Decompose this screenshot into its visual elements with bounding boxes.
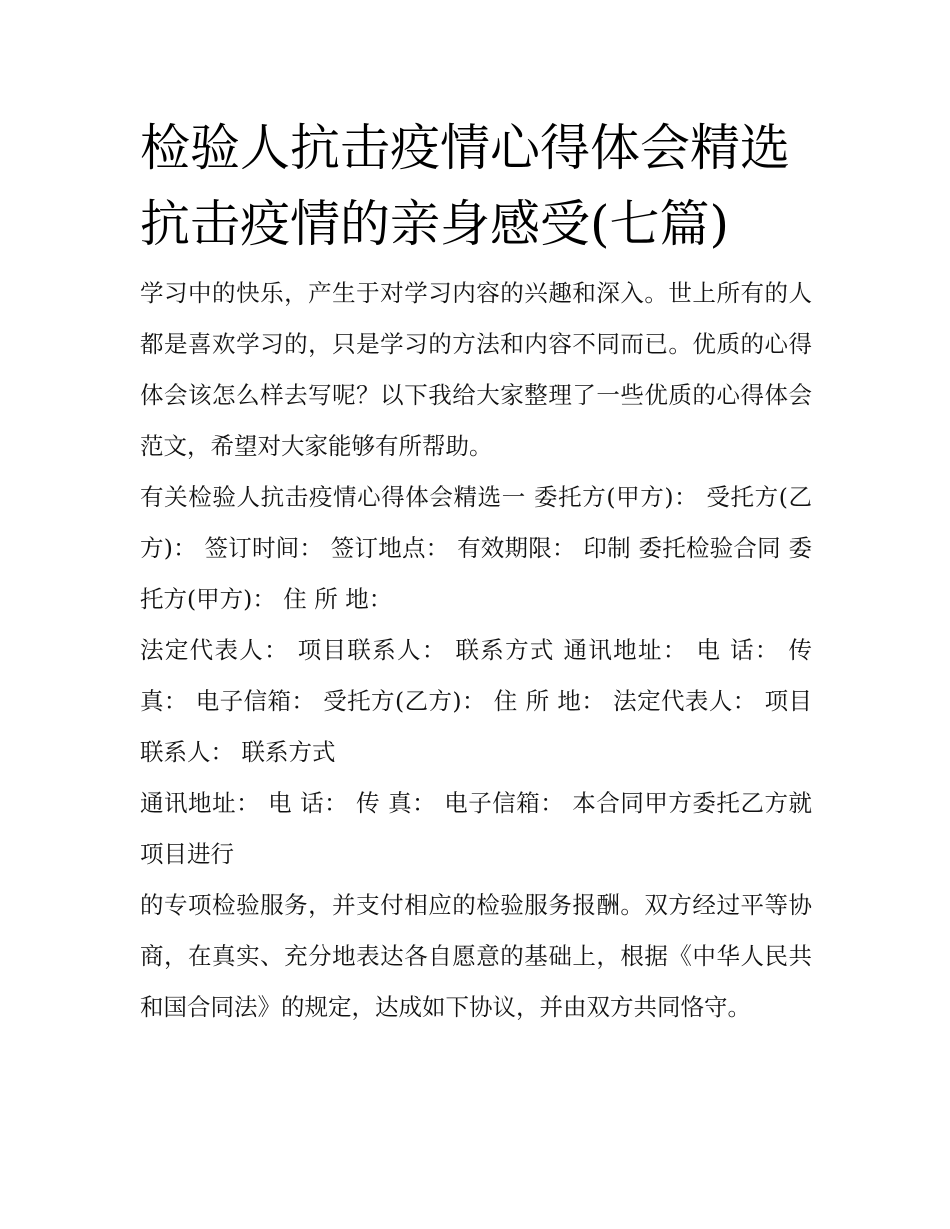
contract-header-paragraph: 有关检验人抗击疫情心得体会精选一 委托方(甲方)： 受托方(乙方)： 签订时间： 签订地点： 有效期限： 印制 委托检验合同 委托方(甲方)： 住 所 地： [140, 483, 812, 613]
intro-paragraph: 学习中的快乐，产生于对学习内容的兴趣和深入。世上所有的人都是喜欢学习的，只是学习的方法和内容不同而已。优质的心得体会该怎么样去写呢？以下我给大家整理了一些优质的心得体会范文，希望对大家能够有所帮助。 [140, 279, 812, 460]
agreement-paragraph: 的专项检验服务，并支付相应的检验服务报酬。双方经过平等协商，在真实、充分地表达各自愿意的基础上，根据《中华人民共和国合同法》的规定，达成如下协议，并由双方共同恪守。 [140, 891, 812, 1021]
party-a-details-paragraph: 法定代表人： 项目联系人： 联系方式 通讯地址： 电 话： 传 真： 电子信箱： 受托方(乙方)： 住 所 地： 法定代表人： 项目联系人： 联系方式 [140, 636, 812, 766]
document-page [140, 110, 812, 1033]
party-b-details-paragraph: 通讯地址： 电 话： 传 真： 电子信箱： 本合同甲方委托乙方就 项目进行 [140, 789, 812, 868]
document-title [140, 110, 812, 262]
title-line-2: 抗击疫情的亲身感受(七篇) [140, 195, 730, 253]
title-line-1: 检验人抗击疫情心得体会精选 [140, 119, 790, 177]
